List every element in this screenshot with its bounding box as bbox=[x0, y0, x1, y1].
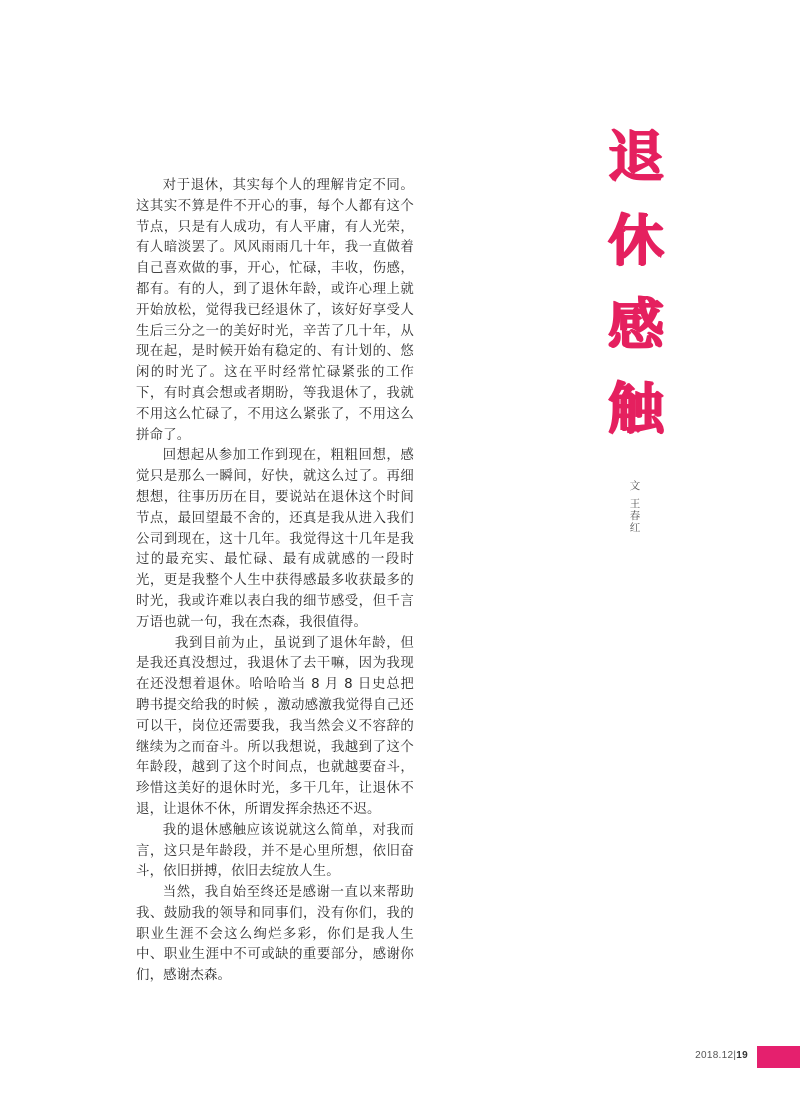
paragraph-3: 我到目前为止，虽说到了退休年龄，但是我还真没想过，我退休了去干嘛，因为我现在还没想着退休。哈哈哈当 8 月 8 日史总把聘书提交给我的时候 ，激动感激我觉得自己还可以干，岗位还需要我，我当然会义不容辞的继续为之而奋斗。所以我想说，我越到了这个年龄段，越到了这个时间点，也就越要奋斗，珍惜这美好的退休时光，多干几年，让退休不退，让退休不休，所谓发挥余热还不迟。 bbox=[136, 635, 414, 817]
author-byline bbox=[628, 480, 642, 534]
page-accent-block bbox=[757, 1046, 800, 1068]
title-char-2: 休 bbox=[608, 209, 664, 274]
author-char-1: 王 bbox=[629, 498, 641, 510]
footer-separator: | bbox=[733, 1050, 737, 1061]
title-char-1: 退 bbox=[608, 125, 664, 190]
byline-label: 文 bbox=[629, 480, 641, 492]
paragraph-4: 我的退休感触应该说就这么简单，对我而言，这只是年龄段，并不是心里所想，依旧奋斗，依旧拼搏，依旧去绽放人生。 bbox=[136, 822, 414, 880]
title-char-4: 触 bbox=[608, 377, 664, 442]
title-char-3: 感 bbox=[608, 293, 664, 358]
page-footer bbox=[695, 1050, 748, 1061]
article-body bbox=[136, 176, 414, 987]
page-number: 19 bbox=[736, 1050, 748, 1061]
article-title bbox=[597, 116, 675, 452]
paragraph-1: 对于退休，其实每个人的理解肯定不同。这其实不算是件不开心的事，每个人都有这个节点，只是有人成功，有人平庸，有人光荣，有人暗淡罢了。风风雨雨几十年，我一直做着自己喜欢做的事，开心，忙碌，丰收，伤感，都有。有的人，到了退休年龄，或许心理上就开始放松，觉得我已经退休了，该好好享受人生后三分之一的美好时光，辛苦了几十年，从现在起，是时候开始有稳定的、有计划的、悠闲的时光了。这在平时经常忙碌紧张的工作下，有时真会想或者期盼，等我退休了，我就不用这么忙碌了，不用这么紧张了，不用这么拼命了。 bbox=[136, 178, 414, 443]
author-char-2: 春 bbox=[629, 510, 641, 522]
issue-date: 2018.12 bbox=[695, 1050, 734, 1061]
author-char-3: 红 bbox=[629, 522, 641, 534]
paragraph-2: 回想起从参加工作到现在，粗粗回想，感觉只是那么一瞬间，好快，就这么过了。再细想想，往事历历在目，要说站在退休这个时间节点，最回望最不舍的，还真是我从进入我们公司到现在，这十几年。我觉得这十几年是我过的最充实、最忙碌、最有成就感的一段时光，更是我整个人生中获得感最多收获最多的时光，我或许难以表白我的细节感受，但千言万语也就一句，我在杰森，我很值得。 bbox=[136, 448, 414, 630]
paragraph-5: 当然，我自始至终还是感谢一直以来帮助我、鼓励我的领导和同事们，没有你们，我的职业生涯不会这么绚烂多彩，你们是我人生中、职业生涯中不可或缺的重要部分，感谢你们，感谢杰森。 bbox=[136, 885, 414, 984]
